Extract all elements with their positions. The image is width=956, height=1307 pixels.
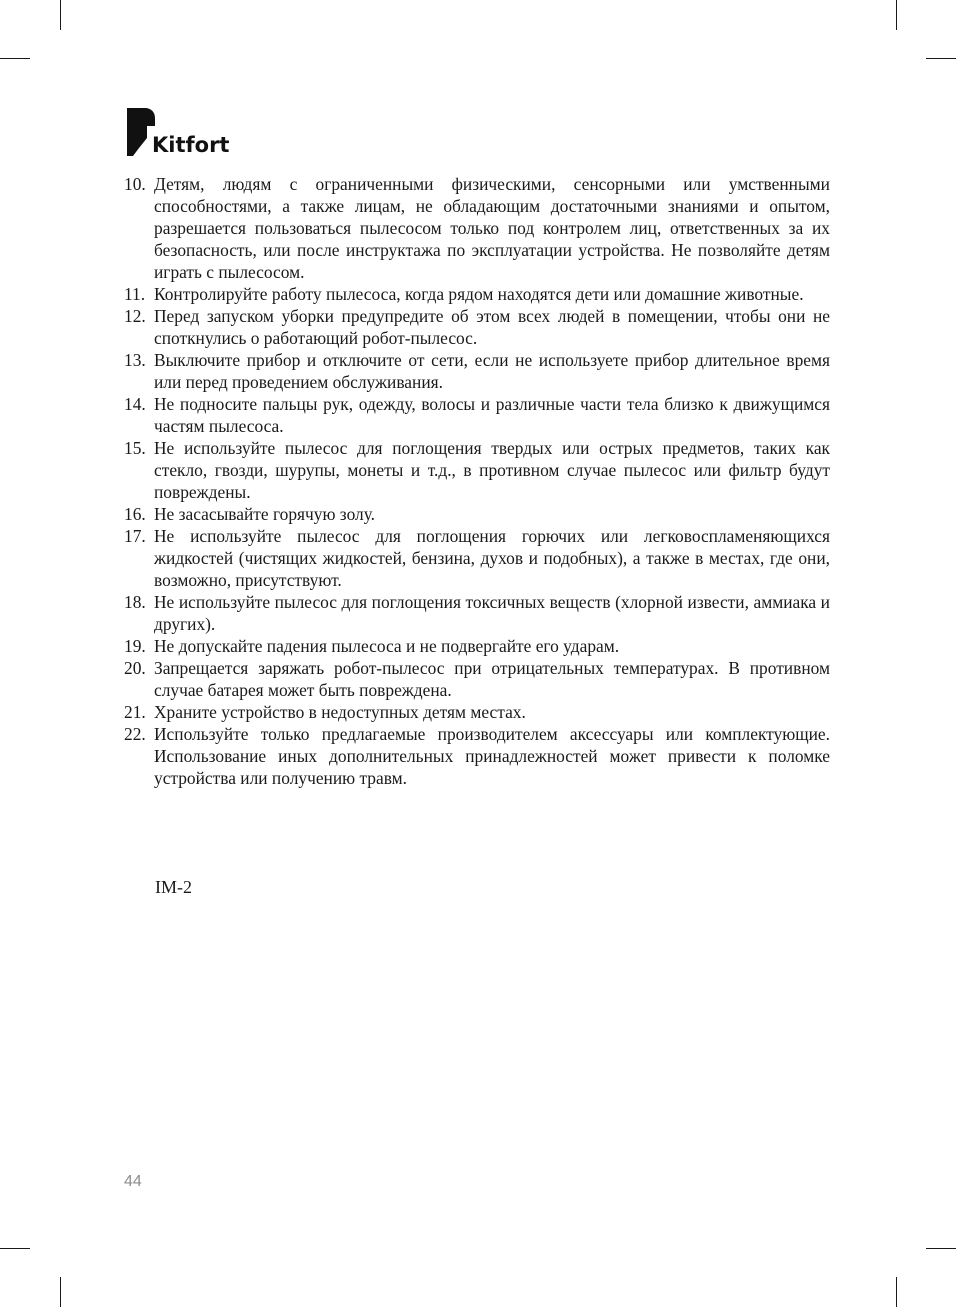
list-item <box>124 305 830 349</box>
item-number: 21. <box>124 702 146 722</box>
list-item <box>124 657 830 701</box>
list-item <box>124 349 830 393</box>
item-text: Не используйте пылесос для поглощения токсичных веществ (хлорной извести, аммиака и других). <box>154 592 830 634</box>
crop-mark-top-right <box>896 0 897 30</box>
list-item <box>124 701 830 723</box>
crop-mark-bottom-right-h <box>926 1248 956 1249</box>
item-text: Не допускайте падения пылесоса и не подвергайте его ударам. <box>154 636 620 656</box>
item-number: 18. <box>124 592 146 612</box>
item-text: Не подносите пальцы рук, одежду, волосы и различные части тела близко к движущимся частям пылесоса. <box>154 394 830 436</box>
list-item <box>124 635 830 657</box>
crop-mark-bottom-left-h <box>0 1248 30 1249</box>
list-item <box>124 393 830 437</box>
crop-mark-bottom-left <box>60 1277 61 1307</box>
item-text: Не засасывайте горячую золу. <box>154 504 376 524</box>
list-item <box>124 525 830 591</box>
item-text: Детям, людям с ограниченными физическими, сенсорными или умственными способностями, а также лицам, не обладающим достаточными знаниями и опытом, разрешается пользоваться пылесосом только под контролем лиц, ответственных за их безопасность, или после инструктажа по эксплуатации устройства. Не позволяйте детям играть с пылесосом. <box>154 174 830 282</box>
item-number: 22. <box>124 724 146 744</box>
crop-mark-bottom-right <box>896 1277 897 1307</box>
crop-mark-top-left-h <box>0 58 30 59</box>
list-item <box>124 591 830 635</box>
list-item <box>124 437 830 503</box>
page-number: 44 <box>124 1173 142 1190</box>
item-text: Контролируйте работу пылесоса, когда рядом находятся дети или домашние животные. <box>154 284 804 304</box>
item-number: 11. <box>124 284 146 304</box>
item-text: Не используйте пылесос для поглощения горючих или легковоспламеняющихся жидкостей (чистящих жидкостей, бензина, духов и подобных), а также в местах, где они, возможно, присутствуют. <box>154 526 830 590</box>
list-item <box>124 173 830 283</box>
item-number: 16. <box>124 504 146 524</box>
brand-name: Kitfort <box>152 133 230 157</box>
item-number: 15. <box>124 438 146 458</box>
list-item <box>124 503 830 525</box>
crop-mark-top-left <box>60 0 61 30</box>
item-text: Не используйте пылесос для поглощения твердых или острых предметов, таких как стекло, гвозди, шурупы, монеты и т.д., в противном случае пылесос или фильтр будут повреждены. <box>154 438 830 502</box>
item-text: Храните устройство в недоступных детям местах. <box>154 702 526 722</box>
list-item <box>124 283 830 305</box>
list-item <box>124 723 830 789</box>
safety-instructions-list <box>124 173 830 789</box>
item-number: 10. <box>124 174 146 194</box>
item-number: 19. <box>124 636 146 656</box>
item-number: 14. <box>124 394 146 414</box>
item-text: Выключите прибор и отключите от сети, если не используете прибор длительное время или перед проведением обслуживания. <box>154 350 830 392</box>
item-number: 17. <box>124 526 146 546</box>
item-text: Используйте только предлагаемые производителем аксессуары или комплектующие. Использование иных дополнительных принадлежностей может привести к поломке устройства или получению травм. <box>154 724 830 788</box>
crop-mark-top-right-h <box>926 58 956 59</box>
item-number: 13. <box>124 350 146 370</box>
document-code: IM-2 <box>155 877 192 897</box>
item-number: 20. <box>124 658 146 678</box>
item-text: Запрещается заряжать робот-пылесос при отрицательных температурах. В противном случае батарея может быть повреждена. <box>154 658 830 700</box>
item-number: 12. <box>124 306 146 326</box>
item-text: Перед запуском уборки предупредите об этом всех людей в помещении, чтобы они не споткнулись о работающий робот-пылесос. <box>154 306 830 348</box>
